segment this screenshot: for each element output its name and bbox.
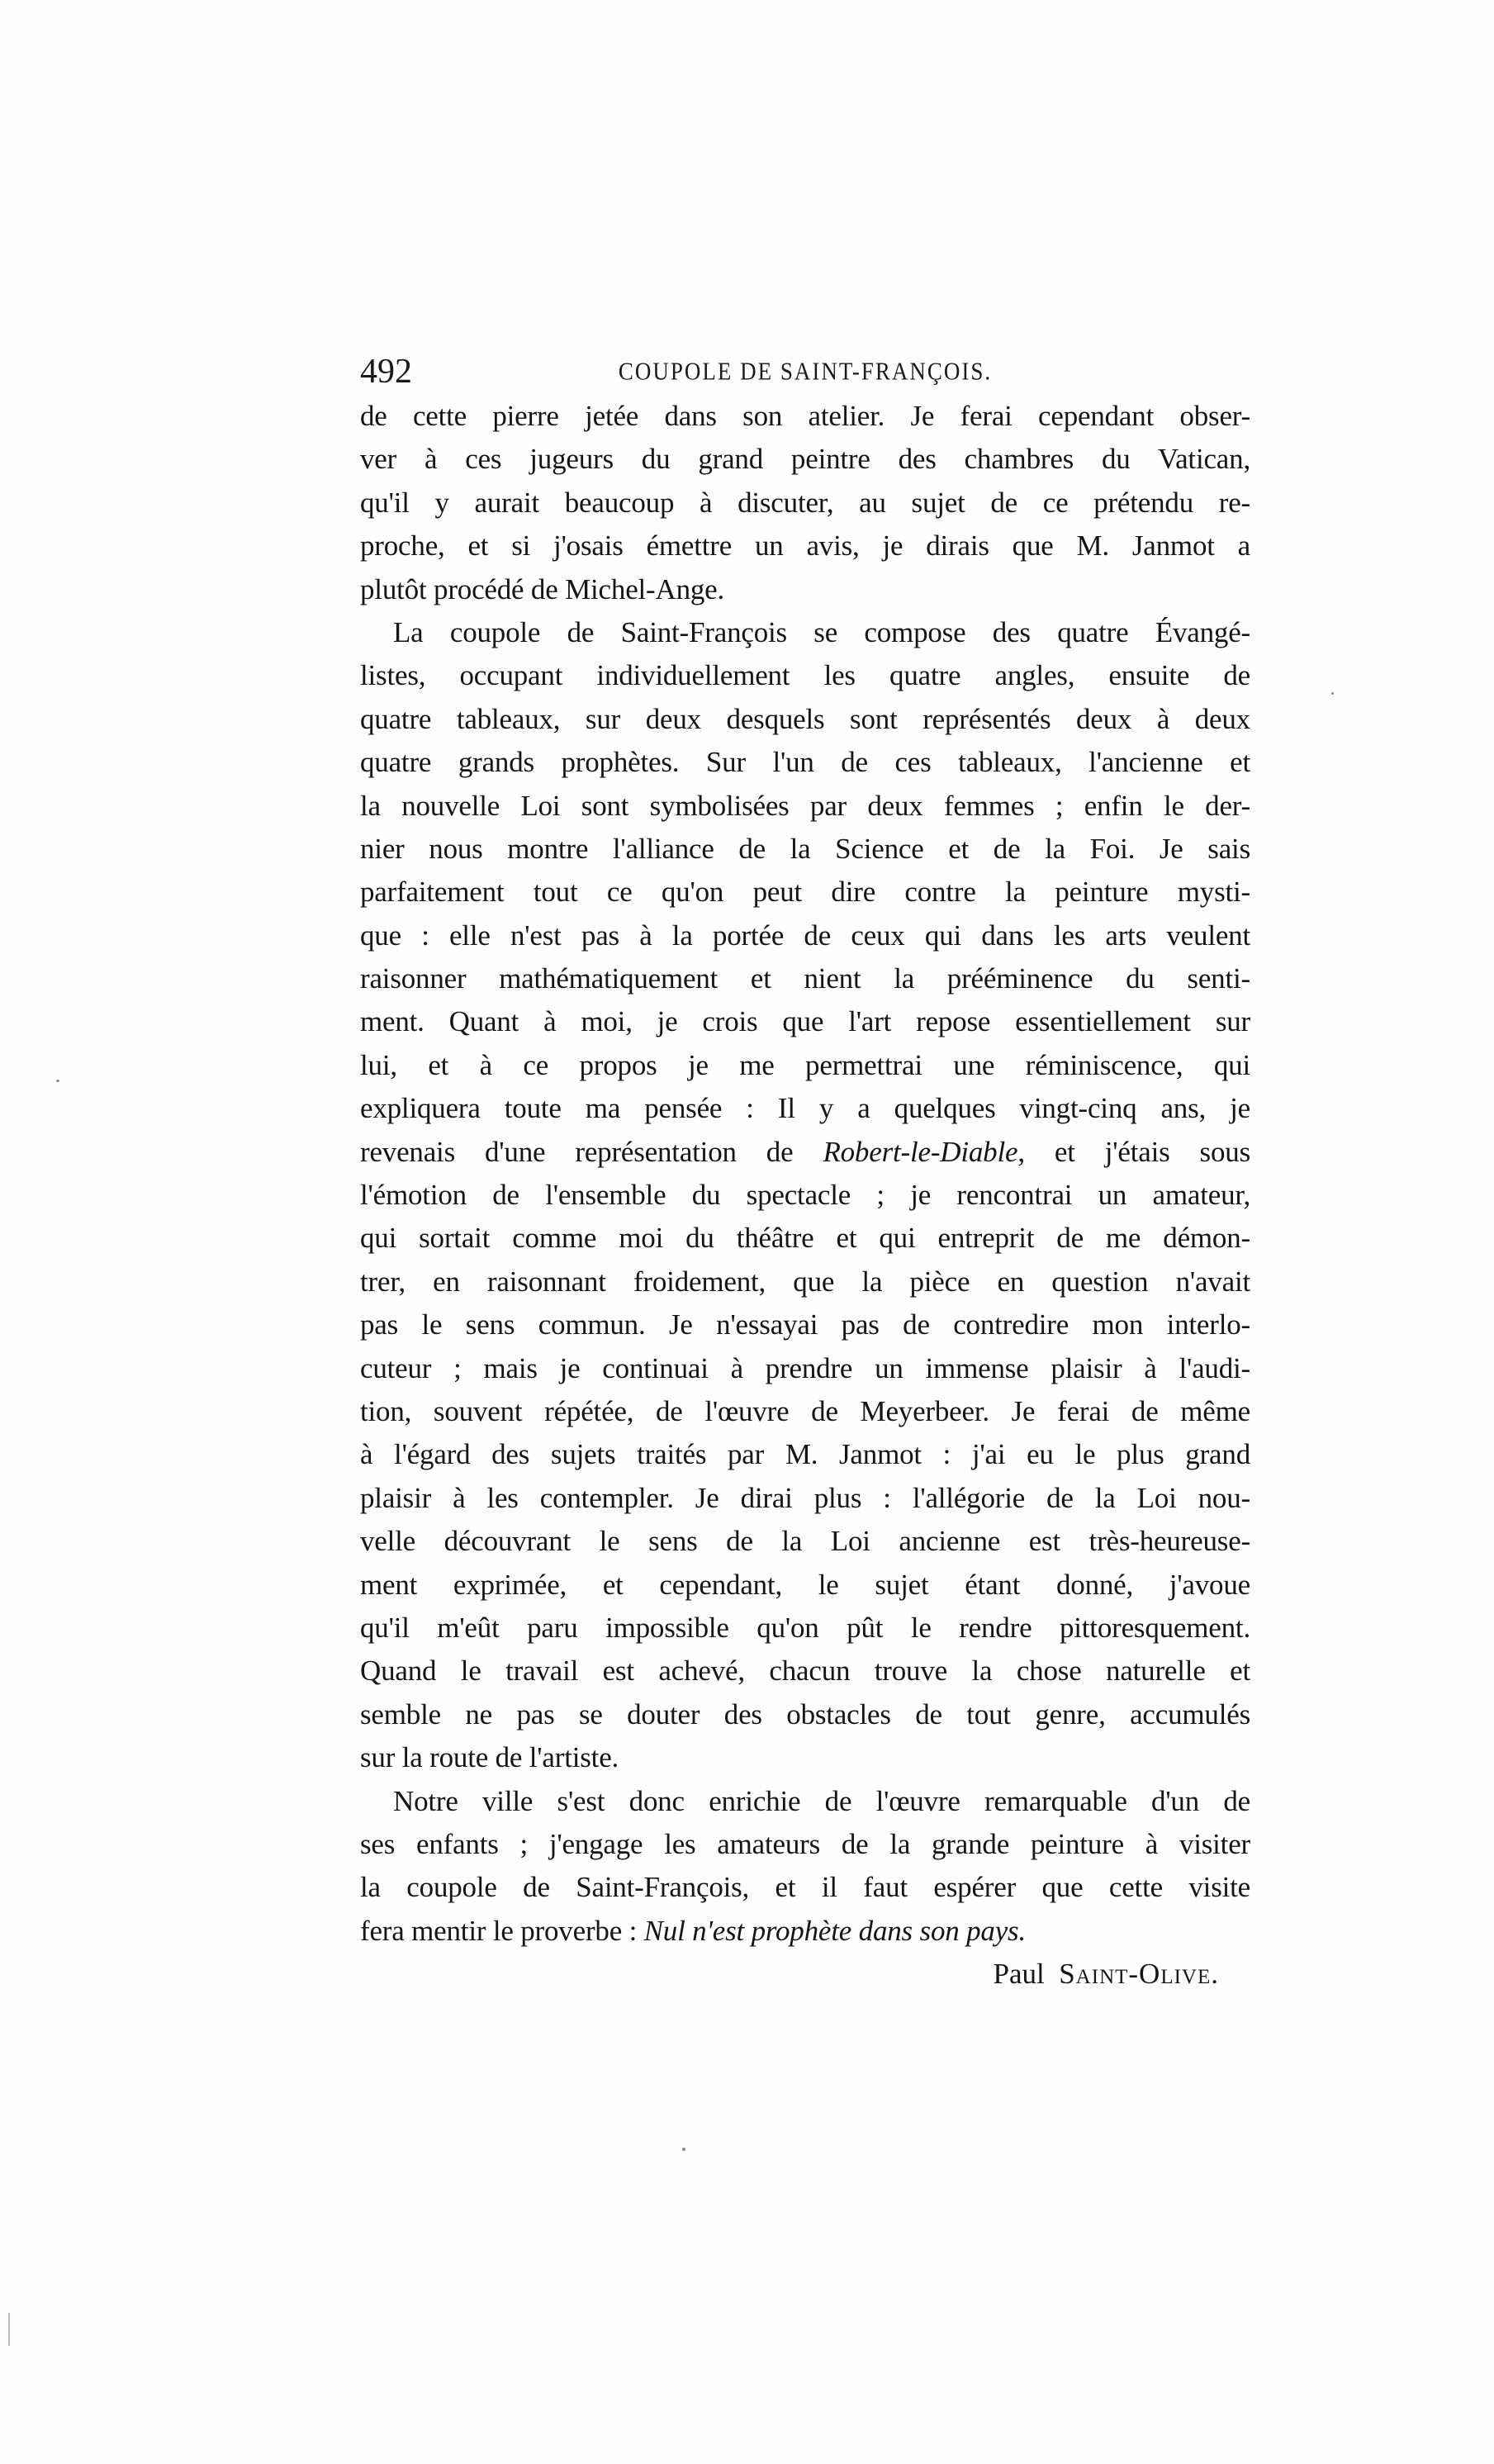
text-segment: l'émotion de l'ensemble du spectacle ; je rencontrai un amateur, [360, 1179, 1250, 1212]
text-line [360, 611, 1250, 654]
text-line [360, 1520, 1250, 1563]
text-line [360, 741, 1250, 784]
text-line [360, 1347, 1250, 1390]
text-segment: revenais d'une représentation de [360, 1135, 823, 1168]
text-segment: plutôt procédé de Michel-Ange. [360, 572, 725, 605]
text-line [360, 1000, 1250, 1043]
text-line [360, 1866, 1250, 1909]
text-line [360, 1303, 1250, 1346]
body-text [360, 395, 1250, 1996]
text-line [360, 1433, 1250, 1476]
paragraph [360, 395, 1250, 611]
text-segment: , et j'étais sous [1017, 1135, 1250, 1168]
text-segment: velle découvrant le sens de la Loi ancienne est très-heureuse- [360, 1525, 1250, 1558]
text-segment: Notre ville s'est donc enrichie de l'œuvre remarquable d'un de [393, 1784, 1250, 1817]
text-line [360, 957, 1250, 1000]
text-segment: cuteur ; mais je continuai à prendre un immense plaisir à l'audi- [360, 1351, 1250, 1384]
text-segment: la nouvelle Loi sont symbolisées par deux femmes ; enfin le der- [360, 789, 1250, 822]
text-line [360, 785, 1250, 828]
text-segment: qui sortait comme moi du théâtre et qui entreprit de me démon- [360, 1222, 1250, 1255]
text-line [360, 438, 1250, 481]
text-line [360, 1260, 1250, 1303]
text-line [360, 1390, 1250, 1433]
text-segment: plaisir à les contempler. Je dirai plus : l'allégorie de la Loi nou- [360, 1481, 1250, 1514]
text-segment: que : elle n'est pas à la portée de ceux qui dans les arts veulent [360, 919, 1250, 952]
text-line [360, 1477, 1250, 1520]
text-segment: tion, souvent répétée, de l'œuvre de Meyerbeer. Je ferai de même [360, 1394, 1250, 1427]
text-segment: de cette pierre jetée dans son atelier. Je ferai cependant obser- [360, 400, 1250, 432]
text-line [360, 1174, 1250, 1217]
page-number: 492 [360, 353, 412, 391]
text-line [360, 482, 1250, 525]
text-segment: qu'il m'eût paru impossible qu'on pût le rendre pittoresquement. [360, 1611, 1250, 1644]
scan-speck [1331, 692, 1334, 695]
text-segment: quatre grands prophètes. Sur l'un de ces tableaux, l'ancienne et [360, 746, 1250, 779]
text-segment: ment exprimée, et cependant, le sujet étant donné, j'avoue [360, 1568, 1250, 1601]
text-segment: ment. Quant à moi, je crois que l'art repose essentiellement sur [360, 1005, 1250, 1038]
text-line [360, 568, 1250, 611]
text-line [360, 654, 1250, 697]
text-line [360, 1693, 1250, 1736]
running-title: COUPOLE DE SAINT-FRANÇOIS. [618, 356, 993, 386]
text-line [360, 1736, 1250, 1779]
text-segment: qu'il y aurait beaucoup à discuter, au sujet de ce prétendu re- [360, 486, 1250, 519]
text-line [360, 1607, 1250, 1650]
text-segment: nier nous montre l'alliance de la Science et de la Foi. Je sais [360, 832, 1250, 865]
text-line [360, 525, 1250, 567]
text-segment: expliquera toute ma pensée : Il y a quelques vingt-cinq ans, je [360, 1092, 1250, 1125]
page-header [360, 352, 1250, 393]
scan-speck [56, 1080, 59, 1082]
text-line [360, 1217, 1250, 1260]
text-segment: sur la route de l'artiste. [360, 1741, 619, 1774]
text-segment: ver à ces jugeurs du grand peintre des chambres du Vatican, [360, 443, 1250, 476]
text-segment: listes, occupant individuellement les quatre angles, ensuite de [360, 659, 1250, 692]
text-line [360, 828, 1250, 871]
italic-text: Robert-le-Diable [823, 1135, 1018, 1168]
author-last-name: Saint-Olive. [1059, 1958, 1219, 1991]
paragraph [360, 611, 1250, 1780]
text-line [360, 1650, 1250, 1693]
text-line [360, 395, 1250, 438]
text-segment: la coupole de Saint-François, et il faut espérer que cette visite [360, 1871, 1250, 1904]
text-segment: proche, et si j'osais émettre un avis, je dirais que M. Janmot a [360, 529, 1250, 563]
author-first-name: Paul [993, 1958, 1045, 1991]
text-line [360, 1044, 1250, 1087]
text-segment: pas le sens commun. Je n'essayai pas de contredire mon interlo- [360, 1308, 1250, 1341]
scan-speck [682, 2148, 685, 2151]
paragraph [360, 1780, 1250, 1954]
text-segment: fera mentir le proverbe : [360, 1914, 644, 1947]
text-line [360, 1780, 1250, 1823]
text-line [360, 1131, 1250, 1174]
text-line [360, 1910, 1250, 1953]
text-segment: ses enfants ; j'engage les amateurs de la grande peinture à visiter [360, 1827, 1250, 1860]
scan-speck [8, 2313, 10, 2346]
text-segment: La coupole de Saint-François se compose des quatre Évangé- [393, 615, 1250, 648]
text-segment: raisonner mathématiquement et nient la prééminence du senti- [360, 962, 1250, 995]
text-line [360, 1823, 1250, 1866]
author-signature [360, 1953, 1250, 1996]
text-segment: semble ne pas se douter des obstacles de tout genre, accumulés [360, 1697, 1250, 1730]
text-line [360, 1087, 1250, 1130]
text-segment: trer, en raisonnant froidement, que la pièce en question n'avait [360, 1265, 1250, 1298]
text-segment: quatre tableaux, sur deux desquels sont représentés deux à deux [360, 702, 1250, 735]
text-line [360, 914, 1250, 957]
text-segment: à l'égard des sujets traités par M. Janmot : j'ai eu le plus grand [360, 1438, 1250, 1471]
text-segment: Quand le travail est achevé, chacun trouve la chose naturelle et [360, 1655, 1250, 1688]
italic-text: Nul n'est prophète dans son pays. [643, 1914, 1027, 1947]
text-segment: parfaitement tout ce qu'on peut dire contre la peinture mysti- [360, 876, 1250, 909]
text-line [360, 1564, 1250, 1607]
text-line [360, 698, 1250, 741]
text-segment: lui, et à ce propos je me permettrai une réminiscence, qui [360, 1048, 1250, 1081]
text-line [360, 871, 1250, 914]
